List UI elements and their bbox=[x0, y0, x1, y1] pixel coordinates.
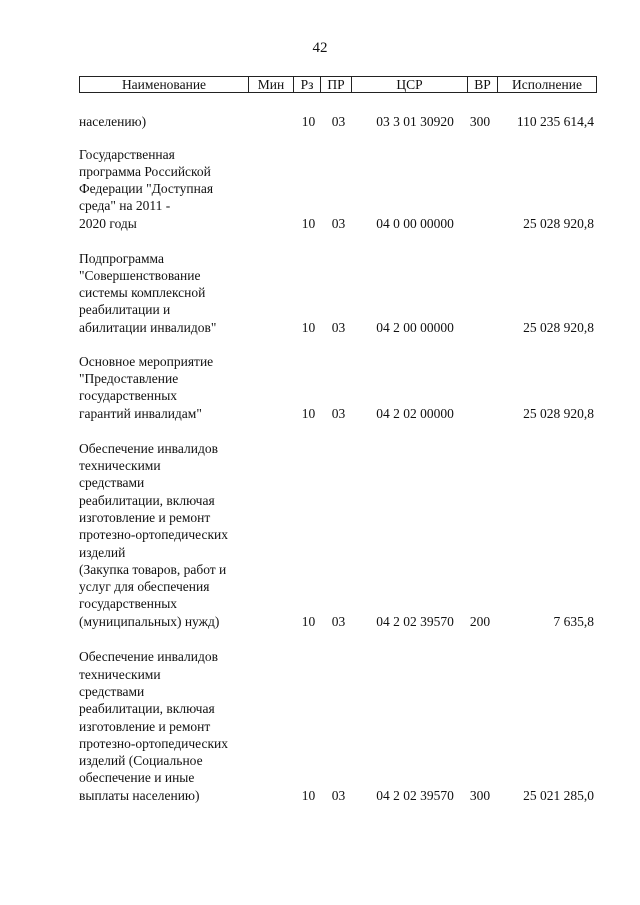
row-rz: 10 bbox=[301, 613, 316, 629]
row-pr: 03 bbox=[331, 113, 346, 129]
row-vr: 300 bbox=[469, 787, 491, 803]
table-row bbox=[79, 0, 597, 804]
row-pr: 03 bbox=[331, 787, 346, 803]
header-name: Наименование bbox=[80, 77, 249, 92]
row-rz: 10 bbox=[301, 113, 316, 129]
header-csr: ЦСР bbox=[352, 77, 468, 92]
header-isp: Исполнение bbox=[512, 77, 582, 92]
row-name: населению) bbox=[79, 113, 147, 129]
row-pr: 03 bbox=[331, 613, 346, 629]
row-pr: 03 bbox=[331, 215, 346, 231]
row-isp: 25 021 285,0 bbox=[523, 787, 594, 803]
row-csr: 04 2 02 00000 bbox=[376, 405, 454, 421]
row-name: Подпрограмма "Совершенствование системы комплексной реабилитации и абилитации инвалидов" bbox=[79, 250, 217, 335]
row-isp: 25 028 920,8 bbox=[523, 405, 594, 421]
row-name: Обеспечение инвалидов техническими средствами реабилитации, включая изготовление и ремонт протезно-ортопедических изделий (Закупка товаров, работ и услуг для обеспечения государственных (муниципальных) нужд) bbox=[79, 440, 228, 629]
row-csr: 03 3 01 30920 bbox=[376, 113, 454, 129]
row-rz: 10 bbox=[301, 215, 316, 231]
row-csr: 04 2 02 39570 bbox=[376, 787, 454, 803]
row-vr: 200 bbox=[469, 613, 491, 629]
page-number: 42 bbox=[312, 40, 328, 56]
row-csr: 04 2 00 00000 bbox=[376, 319, 454, 335]
row-isp: 25 028 920,8 bbox=[523, 319, 594, 335]
row-pr: 03 bbox=[331, 319, 346, 335]
row-name: Государственная программа Российской Федерации "Доступная среда" на 2011 - 2020 годы bbox=[79, 146, 214, 231]
row-isp: 25 028 920,8 bbox=[523, 215, 594, 231]
row-rz: 10 bbox=[301, 405, 316, 421]
row-pr: 03 bbox=[331, 405, 346, 421]
header-rz: Рз bbox=[294, 77, 321, 92]
row-name: Основное мероприятие "Предоставление государственных гарантий инвалидам" bbox=[79, 353, 214, 421]
row-isp: 110 235 614,4 bbox=[516, 113, 594, 129]
header-vr: ВР bbox=[468, 77, 498, 92]
row-isp: 7 635,8 bbox=[553, 613, 594, 629]
header-min: Мин bbox=[249, 77, 294, 92]
row-name: Обеспечение инвалидов техническими средствами реабилитации, включая изготовление и ремонт протезно-ортопедических изделий (Социальное обеспечение и иные выплаты населению) bbox=[79, 649, 228, 803]
header-pr: ПР bbox=[321, 77, 352, 92]
row-rz: 10 bbox=[301, 319, 316, 335]
row-vr: 300 bbox=[469, 113, 491, 129]
row-rz: 10 bbox=[301, 787, 316, 803]
row-csr: 04 2 02 39570 bbox=[376, 613, 454, 629]
row-csr: 04 0 00 00000 bbox=[376, 215, 454, 231]
